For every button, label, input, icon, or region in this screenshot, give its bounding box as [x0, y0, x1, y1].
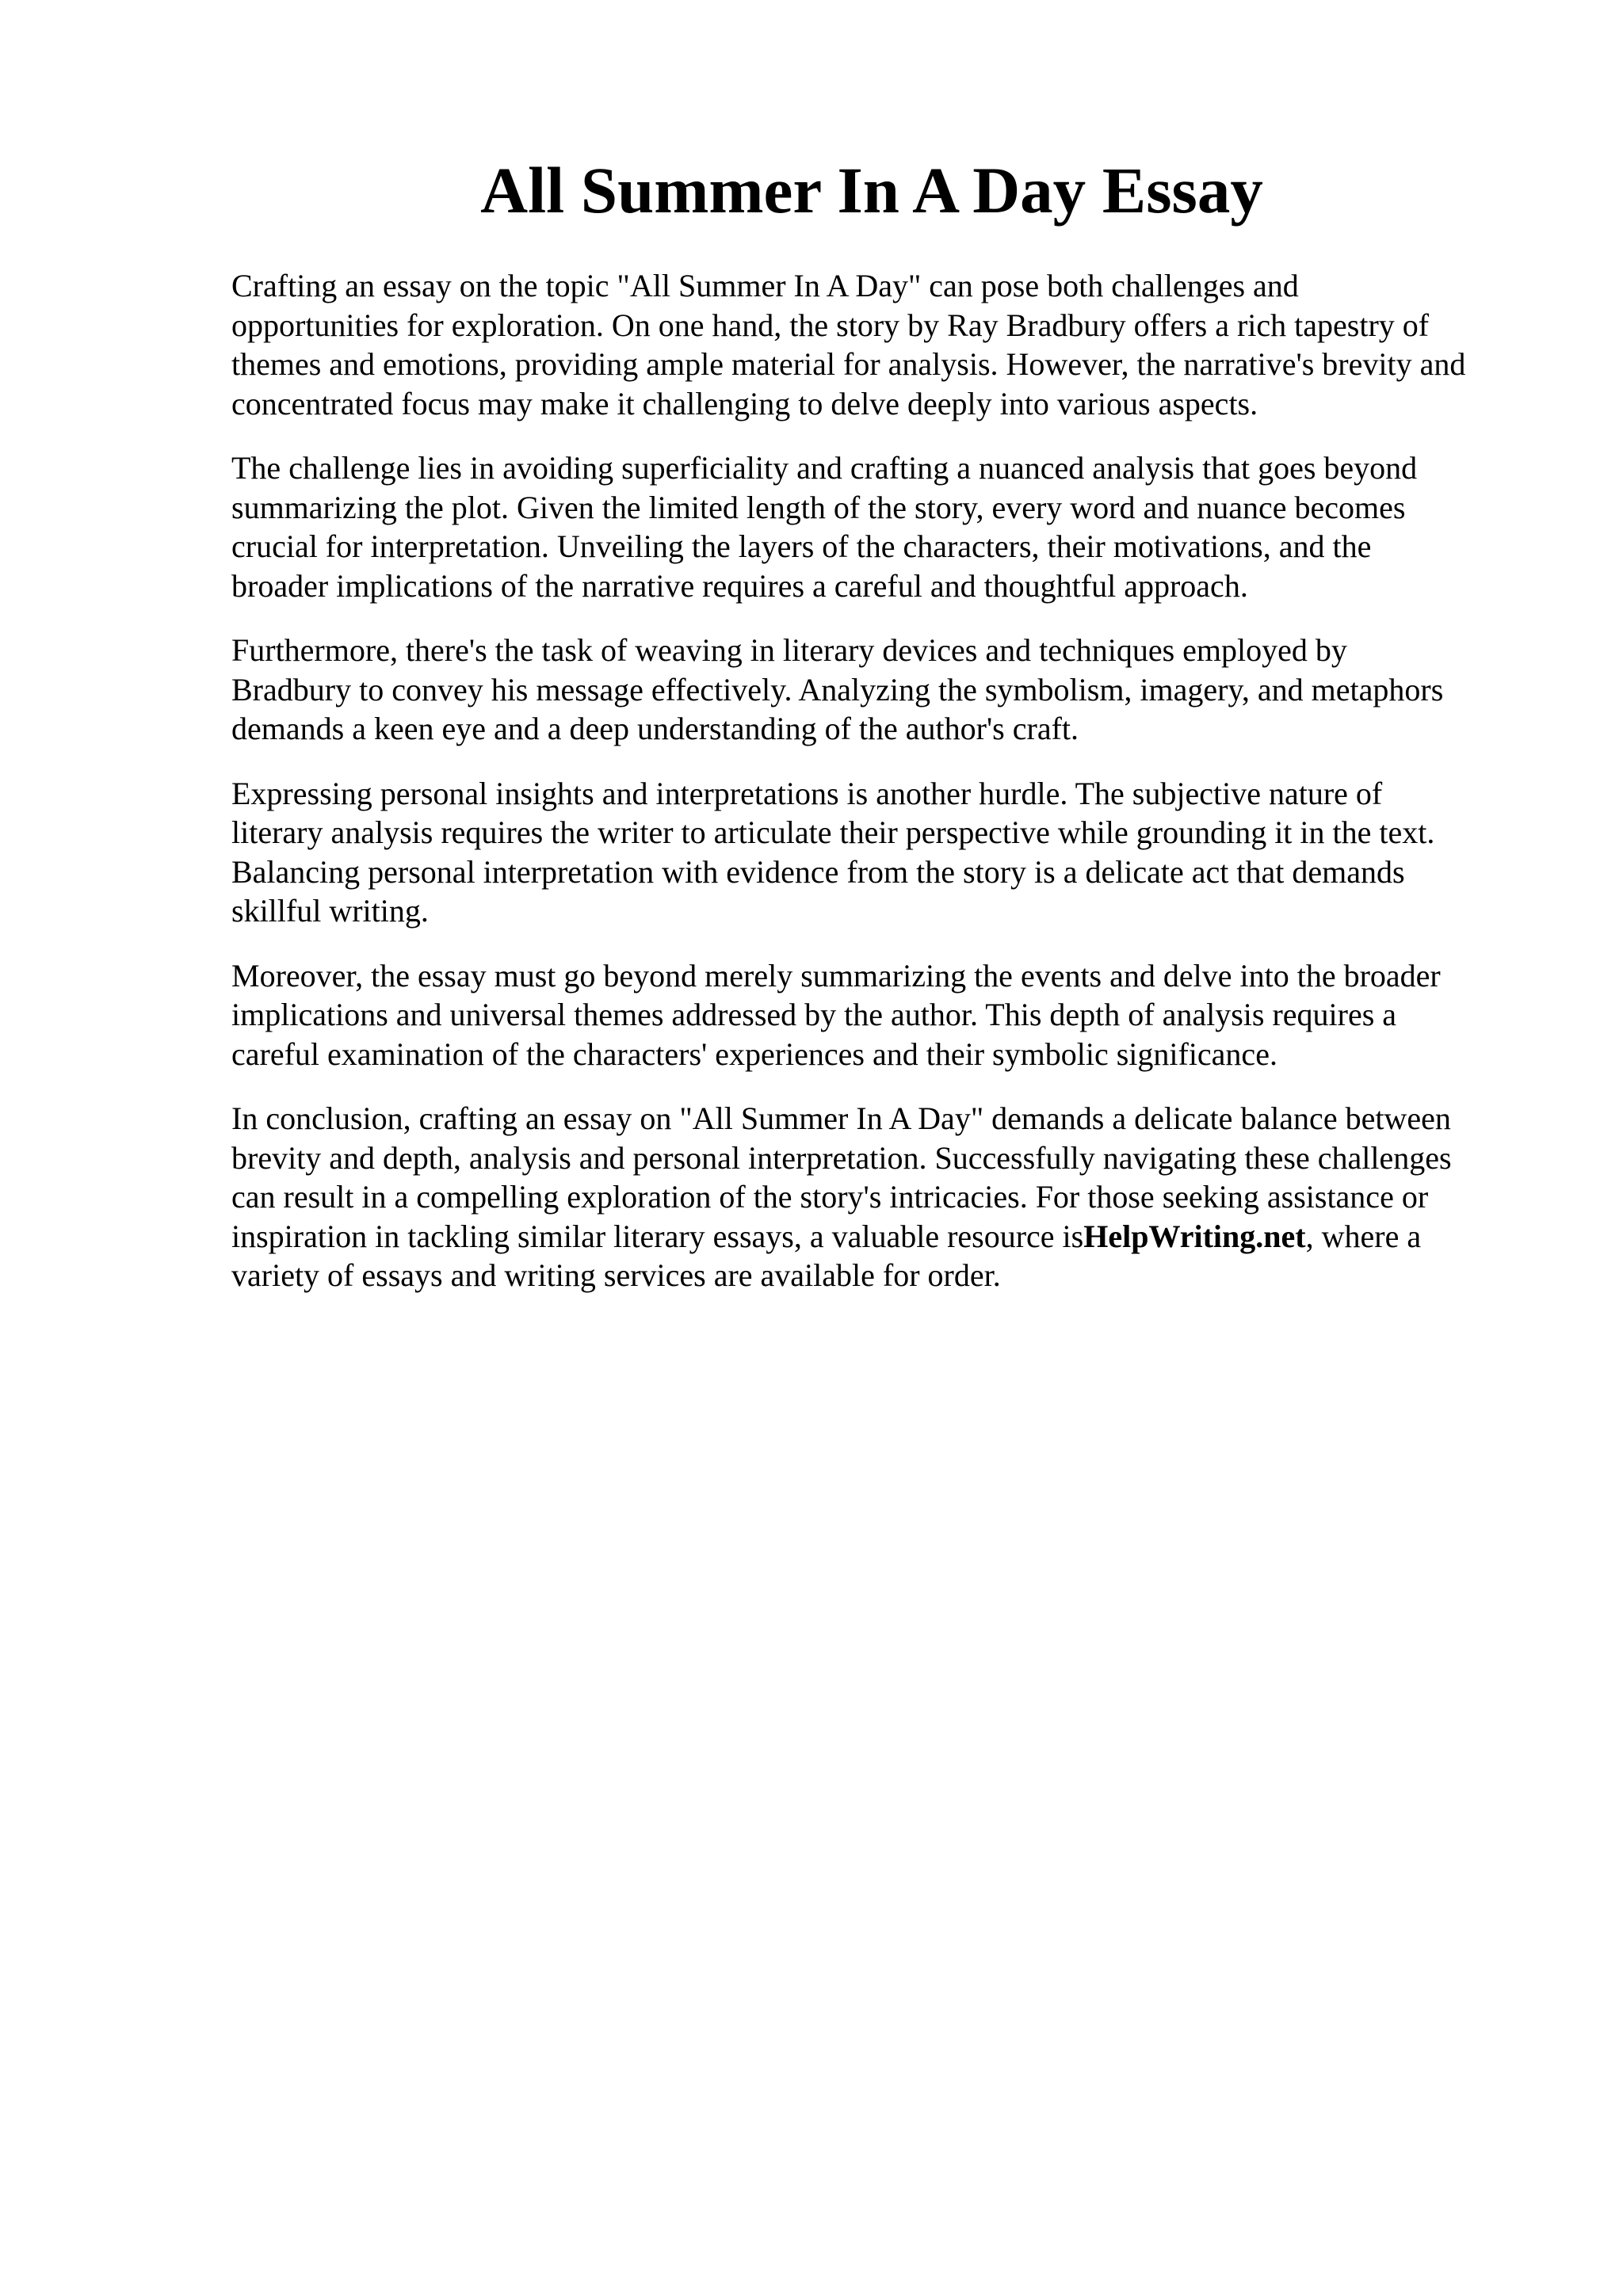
text-line-with-link: [231, 1217, 1531, 1257]
paragraph-6: [231, 1099, 1531, 1295]
text-line: brevity and depth, analysis and personal interpretation. Successfully navigating these challenges: [231, 1139, 1452, 1176]
text-line: careful examination of the characters' experiences and their symbolic significance.: [231, 1035, 1277, 1072]
text-line: Crafting an essay on the topic "All Summer In A Day" can pose both challenges and: [231, 268, 1299, 303]
text-line: implications and universal themes addressed by the author. This depth of analysis requires a: [231, 997, 1397, 1032]
title-container: [230, 151, 1514, 230]
text-line: can result in a compelling exploration of the story's intricacies. For those seeking assistance or: [231, 1179, 1429, 1215]
text-line: variety of essays and writing services are available for order.: [231, 1257, 1001, 1293]
text-line: concentrated focus may make it challenging to delve deeply into various aspects.: [231, 385, 1258, 421]
text-line: Balancing personal interpretation with evidence from the story is a delicate act that demands: [231, 853, 1405, 890]
text-line: Bradbury to convey his message effectively. Analyzing the symbolism, imagery, and metaphors: [231, 671, 1444, 707]
text-line: themes and emotions, providing ample material for analysis. However, the narrative's brevity and: [231, 346, 1466, 382]
paragraph-2: [231, 448, 1531, 605]
text-line: demands a keen eye and a deep understanding of the author's craft.: [231, 711, 1079, 746]
text-line: skillful writing.: [231, 893, 429, 929]
text-line: literary analysis requires the writer to articulate their perspective while grounding it in the text.: [231, 814, 1435, 850]
helpwriting-link[interactable]: HelpWriting.net: [1083, 1218, 1306, 1254]
link-line-after: , where a: [1305, 1218, 1422, 1254]
paragraph-4: [231, 774, 1531, 931]
text-line: summarizing the plot. Given the limited length of the story, every word and nuance becomes: [231, 489, 1406, 525]
text-line: Expressing personal insights and interpretations is another hurdle. The subjective nature of: [231, 775, 1383, 811]
paragraph-5: [231, 956, 1531, 1074]
text-line: In conclusion, crafting an essay on "All Summer In A Day" demands a delicate balance between: [231, 1100, 1451, 1136]
essay-body: [231, 266, 1531, 1321]
text-line: broader implications of the narrative requires a careful and thoughtful approach.: [231, 567, 1248, 604]
text-line: crucial for interpretation. Unveiling the layers of the characters, their motivations, and the: [231, 528, 1372, 564]
text-line: opportunities for exploration. On one hand, the story by Ray Bradbury offers a rich tapestry of: [231, 307, 1430, 343]
paragraph-3: [231, 631, 1531, 749]
text-line: Moreover, the essay must go beyond merely summarizing the events and delve into the broader: [231, 957, 1441, 994]
text-line: Furthermore, there's the task of weaving in literary devices and techniques employed by: [231, 632, 1347, 668]
link-line-before: inspiration in tackling similar literary essays, a valuable resource is: [231, 1218, 1084, 1254]
page-title: All Summer In A Day Essay: [480, 154, 1263, 227]
paragraph-1: [231, 266, 1531, 423]
text-line: The challenge lies in avoiding superficiality and crafting a nuanced analysis that goes beyond: [231, 450, 1418, 486]
